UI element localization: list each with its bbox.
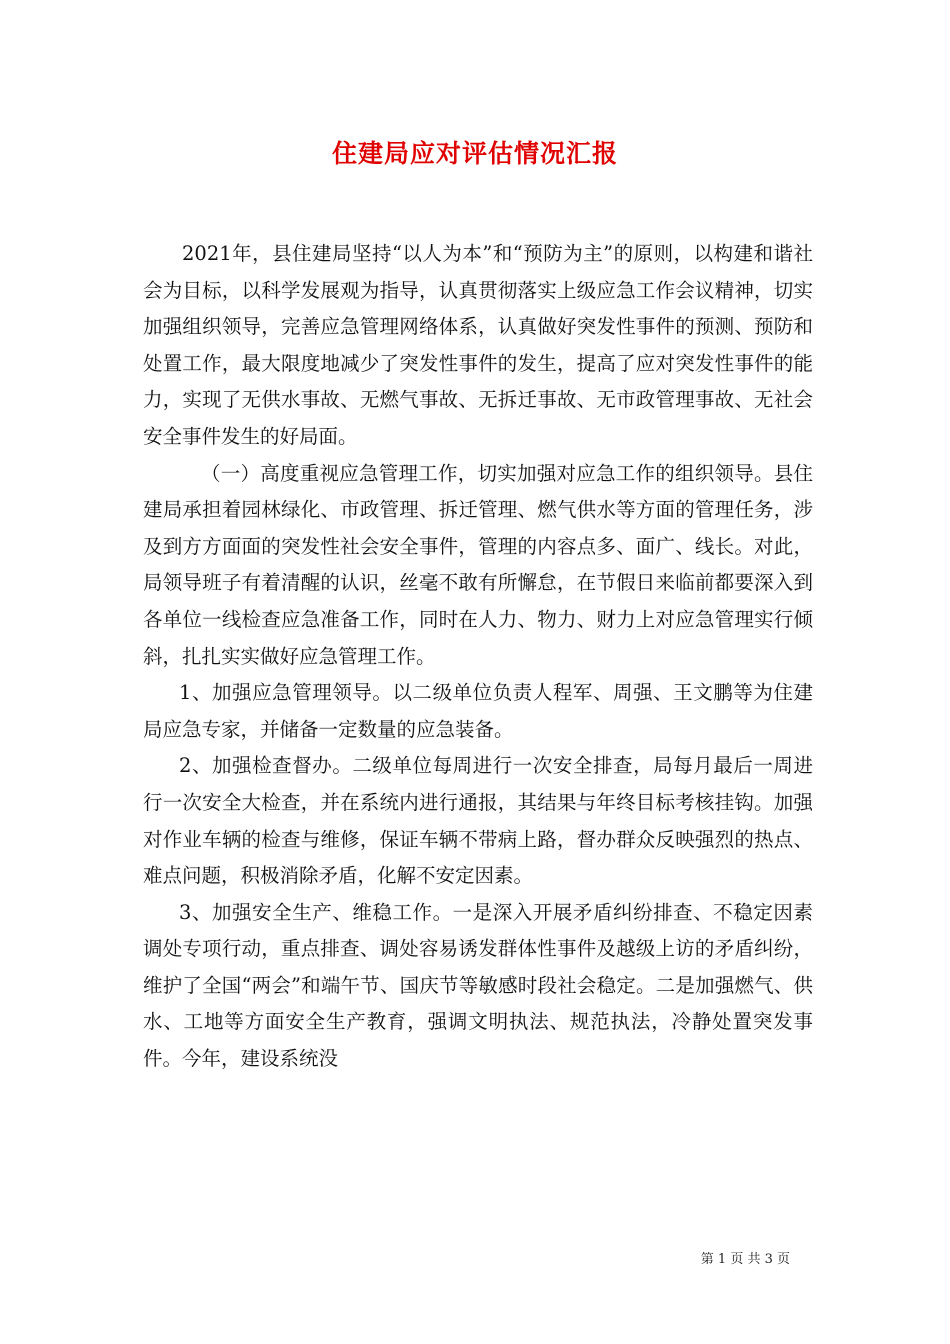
paragraph-item-3: 3、加强安全生产、维稳工作。一是深入开展矛盾纠纷排查、不稳定因素调处专项行动，重点排查、调处容易诱发群体性事件及越级上访的矛盾纠纷，维护了全国“两会”和端午节、国庆节等敏感时段社会稳定。二是加强燃气、供水、工地等方面安全生产教育，强调文明执法、规范执法，冷静处置突发事件。今年，建设系统没: [143, 900, 813, 1071]
paragraph-section-one: （一）高度重视应急管理工作，切实加强对应急工作的组织领导。县住建局承担着园林绿化、市政管理、拆迁管理、燃气供水等方面的管理任务，涉及到方方面面的突发性社会安全事件，管理的内容点多、面广、线长。对此，局领导班子有着清醒的认识，丝毫不敢有所懈怠，在节假日来临前都要深入到各单位一线检查应急准备工作，同时在人力、物力、财力上对应急管理实行倾斜，扎扎实实做好应急管理工作。: [143, 461, 813, 668]
page-number: 第 1 页 共 3 页: [700, 1252, 790, 1267]
document-body: [143, 236, 813, 1078]
paragraph-item-2: 2、加强检查督办。二级单位每周进行一次安全排查，局每月最后一周进行一次安全大检查，并在系统内进行通报，其结果与年终目标考核挂钩。加强对作业车辆的检查与维修，保证车辆不带病上路，督办群众反映强烈的热点、难点问题，积极消除矛盾，化解不安定因素。: [143, 754, 813, 888]
document-title: 住建局应对评估情况汇报: [331, 139, 618, 168]
paragraph-item-1: 1、加强应急管理领导。以二级单位负责人程军、周强、王文鹏等为住建局应急专家，并储备一定数量的应急装备。: [143, 681, 813, 741]
paragraph-intro: 2021年，县住建局坚持“以人为本”和“预防为主”的原则，以构建和谐社会为目标，以科学发展观为指导，认真贯彻落实上级应急工作会议精神，切实加强组织领导，完善应急管理网络体系，认真做好突发性事件的预测、预防和处置工作，最大限度地减少了突发性事件的发生，提高了应对突发性事件的能力，实现了无供水事故、无燃气事故、无拆迁事故、无市政管理事故、无社会安全事件发生的好局面。: [143, 242, 813, 448]
